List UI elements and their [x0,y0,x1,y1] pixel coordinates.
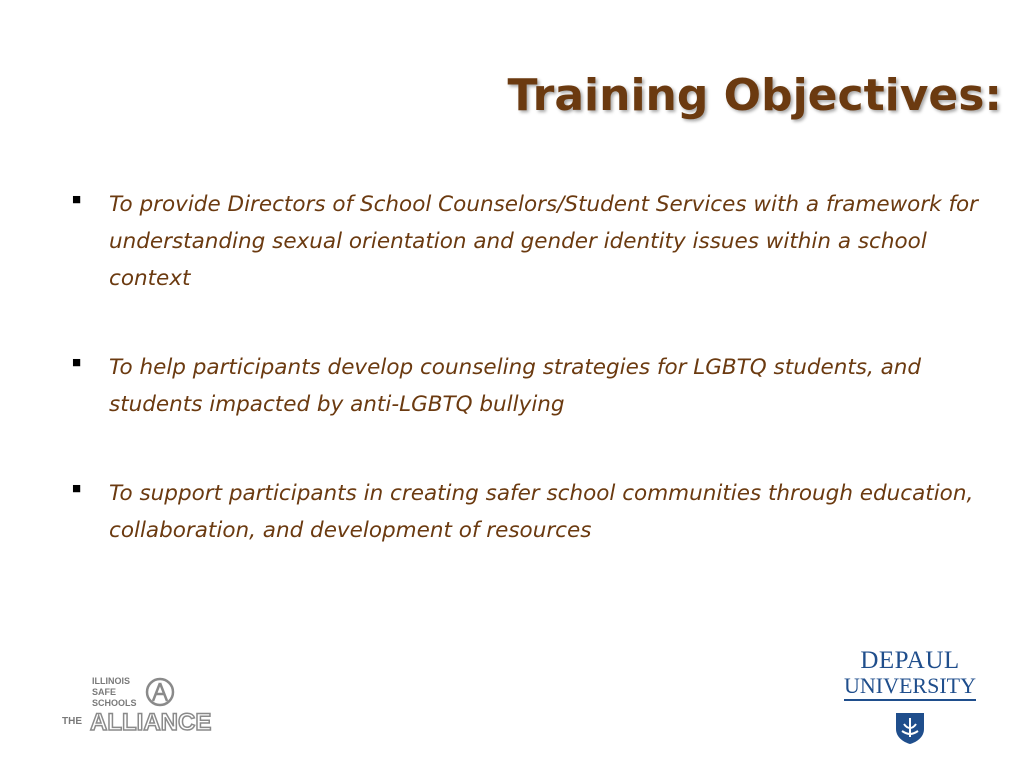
alliance-circle-a-icon [145,677,175,707]
alliance-word: ALLIANCE [90,709,212,736]
list-item [72,349,1002,423]
list-item [72,475,1002,549]
alliance-logo-subtitle [92,676,137,709]
bullet-text: To support participants in creating safer school communities through education, collaboration, and development of resources [109,481,974,543]
slide-title: Training Objectives: [507,70,1002,121]
alliance-line-1: ILLINOIS [92,676,130,686]
objectives-list [72,186,1002,601]
depaul-name: DEPAUL [860,647,960,674]
depaul-shield-icon [893,711,927,745]
alliance-line-2: SAFE [92,687,117,697]
square-bullet-icon: ■ [72,191,82,208]
alliance-the: THE [62,716,82,727]
depaul-university: UNIVERSITY [844,674,976,701]
list-item [72,186,1002,297]
square-bullet-icon: ■ [72,480,82,497]
bullet-text: To help participants develop counseling strategies for LGBTQ students, and students impacted by anti-LGBTQ bullying [109,355,922,417]
depaul-logo [838,648,982,748]
alliance-line-3: SCHOOLS [92,698,137,708]
alliance-logo [62,672,222,742]
square-bullet-icon: ■ [72,354,82,371]
bullet-text: To provide Directors of School Counselors/Student Services with a framework for understanding sexual orientation and gender identity issues within a school context [109,192,979,291]
